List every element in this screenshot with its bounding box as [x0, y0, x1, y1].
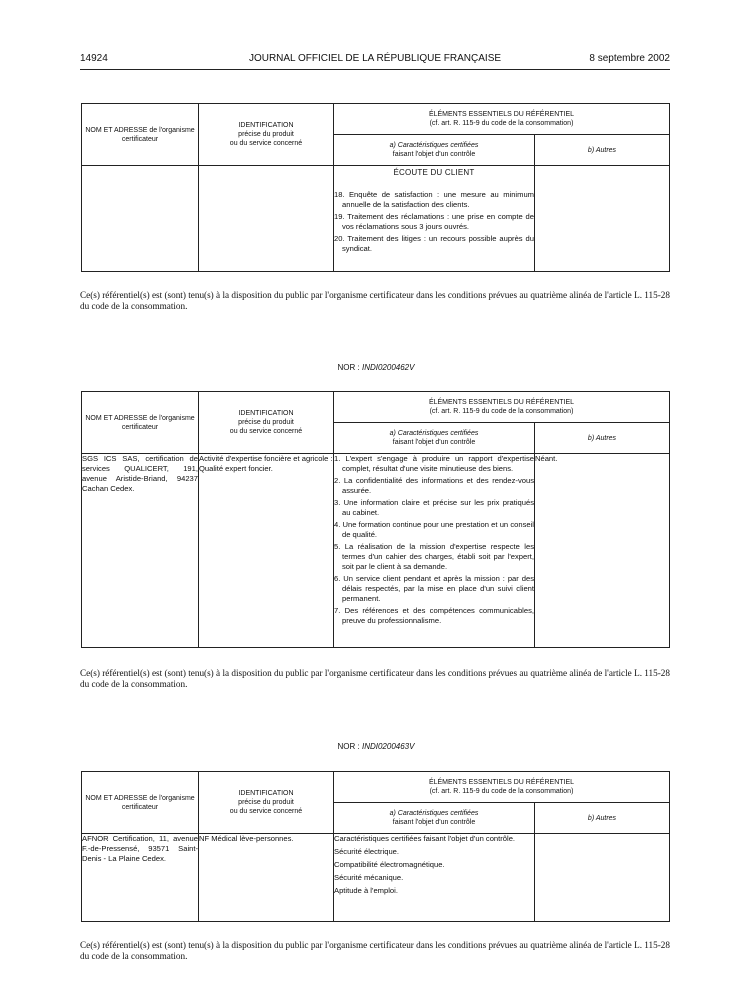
page-number: 14924 [80, 53, 108, 64]
header-elements: ÉLÉMENTS ESSENTIELS DU RÉFÉRENTIEL (cf. art. R. 115-9 du code de la consommation) [334, 772, 670, 803]
others-cell: Néant. [535, 454, 670, 648]
header-rule [80, 69, 670, 70]
referentiel-table-1 [81, 103, 670, 272]
characteristics-cell [334, 166, 535, 272]
header-characteristics: a) Caractéristiques certifiées faisant l'objet d'un contrôle [334, 423, 535, 454]
list-item: Compatibilité électromagnétique. [334, 860, 445, 869]
journal-title: JOURNAL OFFICIEL DE LA RÉPUBLIQUE FRANÇAISE [248, 53, 502, 64]
header-organism: NOM ET ADRESSE de l'organisme certificateur [82, 104, 199, 166]
header-characteristics: a) Caractéristiques certifiées faisant l'objet d'un contrôle [334, 803, 535, 834]
header-others: b) Autres [535, 803, 670, 834]
others-cell [535, 834, 670, 922]
header-elements: ÉLÉMENTS ESSENTIELS DU RÉFÉRENTIEL (cf. art. R. 115-9 du code de la consommation) [334, 392, 670, 423]
identification-cell: Activité d'expertise foncière et agricole : Qualité expert foncier. [199, 454, 334, 648]
header-others: b) Autres [535, 423, 670, 454]
list-item: 20. Traitement des litiges : un recours possible auprès du syndicat. [334, 234, 534, 253]
availability-paragraph: Ce(s) référentiel(s) est (sont) tenu(s) à la disposition du public par l'organisme certificateur dans les conditions prévues au quatrième alinéa de l'article L. 115-28 du code de la consommation. [80, 290, 670, 311]
header-organism: NOM ET ADRESSE de l'organisme certificateur [82, 392, 199, 454]
referentiel-table-2 [81, 391, 670, 648]
section-title: ÉCOUTE DU CLIENT [393, 168, 475, 177]
page-header [80, 53, 670, 67]
criteria-list [334, 454, 534, 626]
criteria-list [334, 190, 534, 254]
list-item: 18. Enquête de satisfaction : une mesure au minimum annuelle de la satisfaction des clients. [334, 190, 534, 209]
identification-cell [199, 166, 334, 272]
header-elements: ÉLÉMENTS ESSENTIELS DU RÉFÉRENTIEL (cf. art. R. 115-9 du code de la consommation) [334, 104, 670, 135]
header-others: b) Autres [535, 135, 670, 166]
list-item: Aptitude à l'emploi. [334, 886, 398, 895]
list-item: 5. La réalisation de la mission d'expertise respecte les termes d'un cahier des charges, établi soit par l'expert, soit par le client à sa demande. [334, 542, 534, 571]
characteristics-cell [334, 454, 535, 648]
others-cell [535, 166, 670, 272]
header-identification: IDENTIFICATION précise du produit ou du service concerné [199, 772, 334, 834]
list-item: 1. L'expert s'engage à produire un rapport d'expertise complet, résultat d'une visite minutieuse des biens. [334, 454, 534, 473]
organism-cell: SGS ICS SAS, certification de services QUALICERT, 191, avenue Aristide-Briand, 94237 Cachan Cedex. [82, 454, 199, 648]
referentiel-table-3 [81, 771, 670, 922]
list-item: Sécurité mécanique. [334, 873, 404, 882]
header-identification: IDENTIFICATION précise du produit ou du service concerné [199, 392, 334, 454]
organism-cell [82, 166, 199, 272]
list-item: 19. Traitement des réclamations : une prise en compte de vos réclamations sous 3 jours ouvrés. [334, 212, 534, 231]
header-identification: IDENTIFICATION précise du produit ou du service concerné [199, 104, 334, 166]
availability-paragraph: Ce(s) référentiel(s) est (sont) tenu(s) à la disposition du public par l'organisme certificateur dans les conditions prévues au quatrième alinéa de l'article L. 115-28 du code de la consommation. [80, 940, 670, 961]
list-item: Sécurité électrique. [334, 847, 400, 856]
nor-reference: NOR : INDI0200463V [337, 742, 415, 751]
characteristics-cell [334, 834, 535, 922]
availability-paragraph: Ce(s) référentiel(s) est (sont) tenu(s) à la disposition du public par l'organisme certificateur dans les conditions prévues au quatrième alinéa de l'article L. 115-28 du code de la consommation. [80, 668, 670, 689]
header-organism: NOM ET ADRESSE de l'organisme certificateur [82, 772, 199, 834]
nor-reference: NOR : INDI0200462V [337, 363, 415, 372]
list-item: 2. La confidentialité des informations et des rendez-vous assurée. [334, 476, 534, 495]
list-item: Caractéristiques certifiées faisant l'objet d'un contrôle. [334, 834, 516, 843]
publication-date: 8 septembre 2002 [589, 53, 670, 64]
list-item: 4. Une formation continue pour une prestation et un conseil de qualité. [334, 520, 534, 539]
list-item: 7. Des références et des compétences communicables, preuve du professionnalisme. [334, 606, 534, 625]
header-characteristics: a) Caractéristiques certifiées faisant l'objet d'un contrôle [334, 135, 535, 166]
organism-cell: AFNOR Certification, 11, avenue F.-de-Pressensé, 93571 Saint-Denis - La Plaine Cedex. [82, 834, 199, 922]
identification-cell: NF Médical lève-personnes. [199, 834, 334, 922]
list-item: 3. Une information claire et précise sur les prix pratiqués au cabinet. [334, 498, 534, 517]
criteria-list [334, 834, 534, 896]
list-item: 6. Un service client pendant et après la mission : par des délais respectés, par la mise en place d'un suivi client permanent. [334, 574, 534, 603]
